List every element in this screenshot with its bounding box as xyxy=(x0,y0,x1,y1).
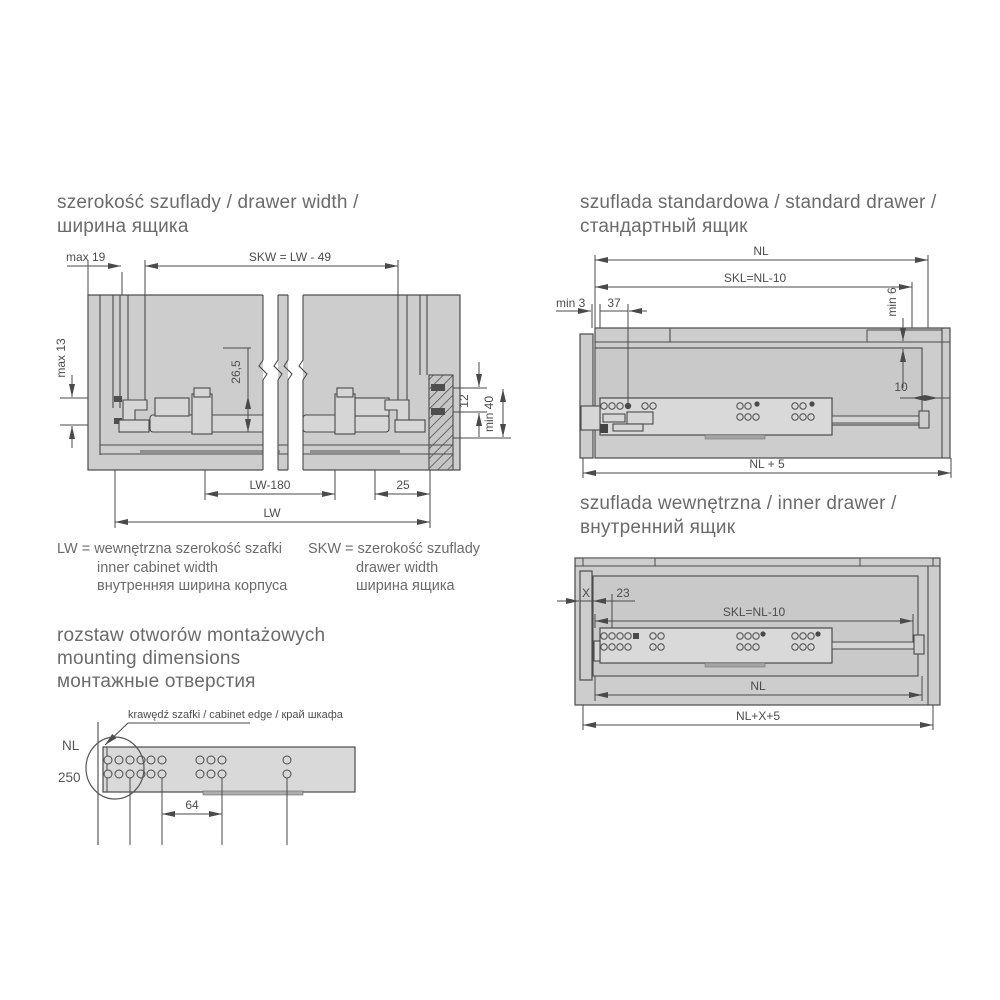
screw-top xyxy=(431,384,445,391)
drawing-mounting-holes xyxy=(50,702,385,852)
dim-x: X xyxy=(581,586,591,600)
title-standard-drawer xyxy=(580,191,937,239)
drawing-drawer-width-cross-section xyxy=(55,248,515,533)
title-mounting-line1: rozstaw otworów montażowych xyxy=(57,625,326,646)
legend-lw-line3: внутренняя ширина корпуса xyxy=(97,578,288,594)
title-mounting-line2: mounting dimensions xyxy=(57,648,241,669)
legend-skw-line1: SKW = szerokość szuflady xyxy=(308,541,481,557)
legend-skw xyxy=(308,540,480,596)
legend-lw xyxy=(57,540,287,596)
title-standard-drawer-line2: стандартный ящик xyxy=(580,216,748,237)
drawing-inner-drawer xyxy=(555,546,990,736)
dim-37: 37 xyxy=(607,296,621,310)
dim-max13: max 13 xyxy=(54,338,68,378)
legend-lw-line1: LW = wewnętrzna szerokość szafki xyxy=(57,541,282,557)
legend-skw-line3: ширина ящика xyxy=(356,578,455,594)
dim-25: 25 xyxy=(396,478,410,492)
dim-nl-inner: NL xyxy=(750,679,766,693)
dim-12: 12 xyxy=(457,394,471,408)
dim-lw: LW xyxy=(263,506,281,520)
rail-hook xyxy=(914,635,924,654)
dim-nl-top: NL xyxy=(753,244,769,258)
screw-bottom xyxy=(431,408,445,415)
label-nl-row: NL xyxy=(62,738,80,753)
dim-min3: min 3 xyxy=(556,296,586,310)
dim-64: 64 xyxy=(185,798,199,812)
title-inner-drawer xyxy=(580,492,897,540)
callout-cabinet-edge: krawędź szafki / cabinet edge / край шкафа xyxy=(128,709,343,721)
title-mounting xyxy=(57,624,325,693)
legend-skw-line2: drawer width xyxy=(356,559,439,576)
title-mounting-line3: монтажные отверстия xyxy=(57,671,256,692)
dim-min6: min 6 xyxy=(885,287,899,317)
title-standard-drawer-line1: szuflada standardowa / standard drawer / xyxy=(580,192,937,213)
screw-left-top xyxy=(114,396,122,402)
dim-23: 23 xyxy=(616,586,630,600)
title-drawer-width xyxy=(57,191,359,239)
dim-skl-inner: SKL=NL-10 xyxy=(722,605,786,619)
bottom-strip-left xyxy=(140,450,280,453)
dim-26-5: 26,5 xyxy=(229,360,243,384)
dim-10: 10 xyxy=(894,380,908,394)
dim-skl: SKL=NL-10 xyxy=(723,271,787,285)
mounting-rail xyxy=(86,722,355,845)
title-drawer-width-line1: szerokość szuflady / drawer width / xyxy=(57,192,359,213)
dim-nl5: NL + 5 xyxy=(749,457,785,471)
dim-max19: max 19 xyxy=(66,250,106,264)
bottom-strip-right xyxy=(310,450,400,453)
title-inner-drawer-line1: szuflada wewnętrzna / inner drawer / xyxy=(580,493,897,514)
cabinet-edge-callout xyxy=(105,709,344,745)
drawing-standard-drawer xyxy=(555,246,985,486)
rail-hook xyxy=(919,411,929,428)
title-drawer-width-line2: ширина ящика xyxy=(57,216,189,237)
dim-skw: SKW = LW - 49 xyxy=(248,250,332,264)
dim-nlx5: NL+X+5 xyxy=(735,709,781,723)
legend-lw-line2: inner cabinet width xyxy=(97,559,218,576)
title-inner-drawer-line2: внутренний ящик xyxy=(580,517,736,538)
dim-min40: min 40 xyxy=(482,395,496,433)
dim-lw180: LW-180 xyxy=(249,478,291,492)
label-250-row: 250 xyxy=(58,770,81,785)
